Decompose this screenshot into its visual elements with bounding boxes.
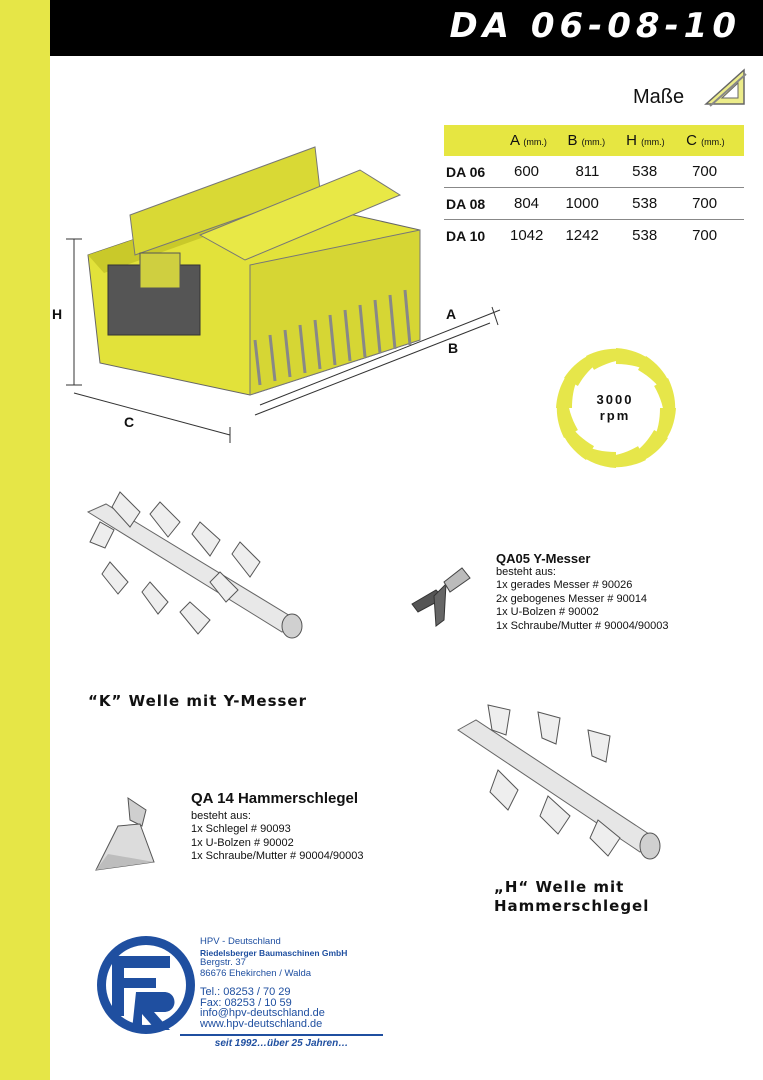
company-name: HPV - Deutschland bbox=[200, 936, 281, 947]
cell: 1242 bbox=[565, 227, 599, 244]
cell: 538 bbox=[624, 188, 684, 220]
cell: 1042 bbox=[510, 227, 544, 244]
dim-label-c: C bbox=[124, 414, 135, 430]
cell: 700 bbox=[684, 156, 744, 188]
set-square-icon bbox=[704, 68, 748, 108]
row-model: DA 06 bbox=[444, 156, 508, 188]
hammer-spec bbox=[191, 792, 363, 864]
yellow-sidebar bbox=[0, 0, 50, 1080]
rpm-unit: rpm bbox=[599, 408, 631, 423]
rpm-label bbox=[590, 392, 640, 424]
company-phone: Tel.: 08253 / 70 29 bbox=[200, 986, 291, 998]
spec-line: 1x Schraube/Mutter # 90004/90003 bbox=[496, 619, 669, 632]
spec-line: 1x gerades Messer # 90026 bbox=[496, 579, 633, 591]
cell: 700 bbox=[692, 227, 718, 244]
cell: 538 bbox=[632, 227, 658, 244]
spec-line: 1x U-Bolzen # 90002 bbox=[496, 606, 599, 618]
h-shaft-caption-line: „H“ Welle mit bbox=[494, 878, 625, 896]
header-bar bbox=[50, 0, 763, 56]
k-shaft-caption: “K” Welle mit Y-Messer bbox=[88, 692, 307, 710]
dim-label-b: B bbox=[448, 340, 459, 356]
row-model: DA 08 bbox=[444, 188, 508, 220]
col-a: A (mm.) bbox=[508, 125, 565, 156]
cell: 804 bbox=[508, 188, 565, 220]
cell: 811 bbox=[565, 156, 624, 188]
hammer-title: QA 14 Hammerschlegel bbox=[191, 790, 359, 807]
company-fax: Fax: 08253 / 10 59 bbox=[200, 996, 292, 1009]
h-shaft-caption bbox=[494, 878, 649, 916]
col-h: H (mm.) bbox=[624, 125, 684, 156]
company-logo bbox=[92, 934, 200, 1036]
y-knife-drawing bbox=[404, 560, 476, 632]
h-shaft-drawing bbox=[448, 700, 668, 870]
dim-label-a: A bbox=[446, 306, 457, 322]
k-shaft-drawing bbox=[70, 482, 310, 662]
company-street: Bergstr. 37 bbox=[200, 957, 246, 968]
cell: 700 bbox=[684, 188, 744, 220]
spec-line: besteht aus: bbox=[496, 565, 556, 578]
h-shaft-caption-line: Hammerschlegel bbox=[494, 897, 650, 915]
dim-label-h: H bbox=[52, 306, 63, 322]
y-knife-title: QA05 Y-Messer bbox=[496, 551, 591, 566]
spec-line: besteht aus: bbox=[191, 809, 251, 822]
spec-line: 1x Schlegel # 90093 bbox=[191, 823, 291, 835]
col-b: B (mm.) bbox=[565, 125, 624, 156]
company-website[interactable]: www.hpv-deutschland.de bbox=[200, 1017, 323, 1030]
y-knife-spec bbox=[496, 552, 668, 633]
page-title: DA 06-08-10 bbox=[449, 6, 741, 46]
company-contact bbox=[200, 937, 347, 1029]
company-email[interactable]: info@hpv-deutschland.de bbox=[200, 1007, 325, 1019]
hammer-flail-drawing bbox=[90, 796, 160, 874]
cell: 600 bbox=[508, 156, 565, 188]
company-legal-name: Riedelsberger Baumaschinen GmbH bbox=[200, 947, 348, 958]
spec-line: 1x U-Bolzen # 90002 bbox=[191, 836, 294, 849]
col-c: C (mm.) bbox=[684, 125, 744, 156]
company-city: 86676 Ehekirchen / Walda bbox=[200, 967, 312, 979]
cell: 538 bbox=[624, 156, 684, 188]
rpm-value: 3000 bbox=[596, 392, 634, 407]
spec-line: 1x Schraube/Mutter # 90004/90003 bbox=[191, 850, 364, 862]
row-model: DA 10 bbox=[446, 227, 486, 244]
cell: 1000 bbox=[565, 188, 624, 220]
dimensions-label: Maße bbox=[633, 86, 685, 108]
company-since-tagline: seit 1992…über 25 Jahren… bbox=[180, 1034, 383, 1049]
spec-line: 2x gebogenes Messer # 90014 bbox=[496, 592, 648, 605]
mulcher-drawing bbox=[60, 135, 510, 445]
